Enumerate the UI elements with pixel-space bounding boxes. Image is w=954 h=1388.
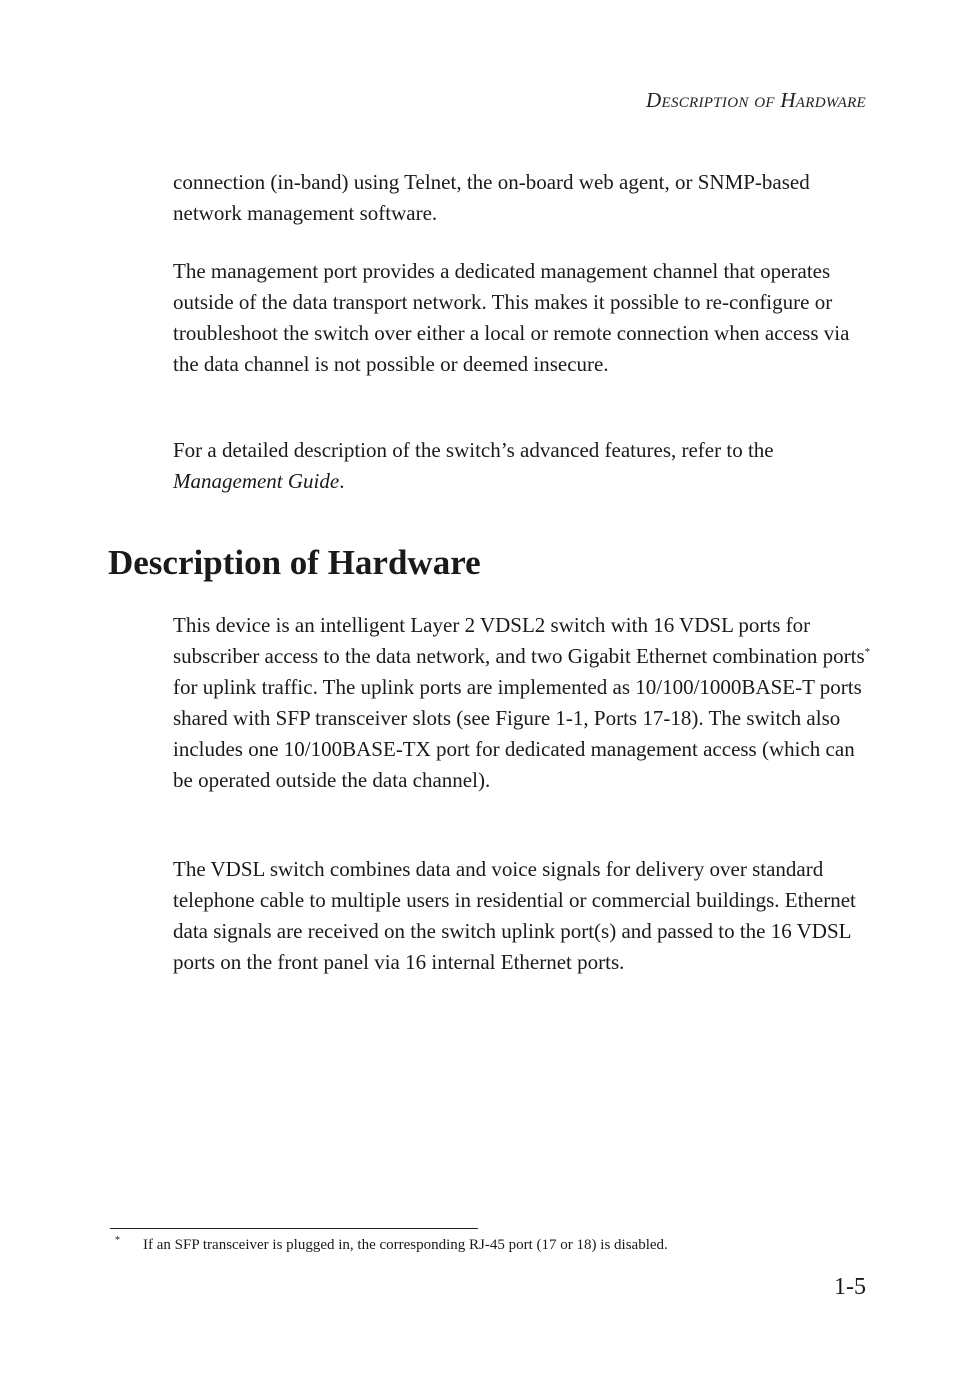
footnote-divider: [110, 1228, 478, 1229]
device-overview-text-end: for uplink traffic. The uplink ports are implemented as 10/100/1000BASE-T ports shared with SFP transceiver slots (see Figure 1-1, Ports 17-18). The switch also includes one 10/100BASE-TX port for dedicated management access (which can be operated outside the data channel).: [173, 675, 862, 792]
paragraph-device-overview: [173, 610, 873, 796]
management-guide-title: Management Guide: [173, 469, 340, 493]
device-overview-text-start: This device is an intelligent Layer 2 VDSL2 switch with 16 VDSL ports for subscriber access to the data network, and two Gigabit Ethernet combination ports: [173, 613, 865, 668]
footnote-mark: *: [115, 1235, 120, 1246]
footnote: [115, 1235, 875, 1255]
paragraph-management-guide-reference: [173, 435, 873, 497]
footnote-text: If an SFP transceiver is plugged in, the corresponding RJ-45 port (17 or 18) is disabled.: [143, 1237, 668, 1253]
running-header: Description of Hardware: [646, 88, 866, 112]
paragraph-in-band-connection: connection (in-band) using Telnet, the on-board web agent, or SNMP-based network management software.: [173, 170, 810, 225]
paragraph-vdsl-signals: The VDSL switch combines data and voice signals for delivery over standard telephone cable to multiple users in residential or commercial buildings. Ethernet data signals are received on the switch uplink port(s) and passed to the 16 VDSL ports on the front panel via 16 internal Ethernet ports.: [173, 857, 856, 974]
reference-text: For a detailed description of the switch’s advanced features, refer to the: [173, 438, 774, 462]
section-heading: Description of Hardware: [108, 543, 481, 582]
reference-period: .: [339, 469, 345, 493]
page-number: 1-5: [834, 1274, 866, 1300]
footnote-reference: *: [864, 646, 871, 658]
paragraph-management-port: The management port provides a dedicated management channel that operates outside of the data transport network. This makes it possible to re-configure or troubleshoot the switch over either a local or remote connection when access via the data channel is not possible or deemed insecure.: [173, 259, 850, 376]
